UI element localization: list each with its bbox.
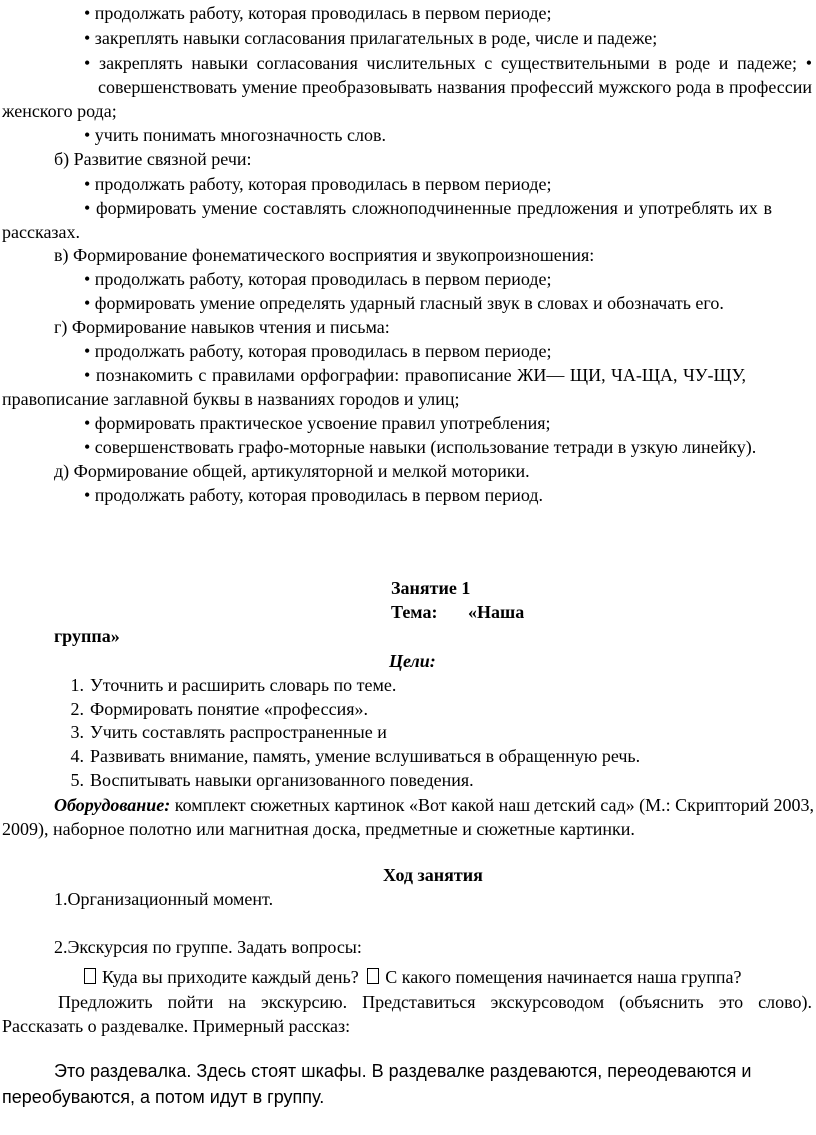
intro-bullet-4: совершенствовать умение преобразовывать названия профессий мужского рода в профессии [98,77,812,97]
procedure-step-2: 2.Экскурсия по группе. Задать вопросы: [54,937,362,957]
lesson-theme-label: Тема: [391,602,438,622]
section-b-bullet-2-cont: рассказах. [2,222,81,242]
checkbox-icon [84,968,96,984]
goal-number: 2. [70,699,84,719]
goal-item [62,698,368,720]
section-v-bullet-1: • продолжать работу, которая проводилась в первом периоде; [84,269,552,289]
intro-bullet-4-cont: женского рода; [2,101,117,121]
goal-text: Учить составлять распространенные и [90,722,387,742]
goal-text: Формировать понятие «профессия». [90,699,368,719]
goal-text: Развивать внимание, память, умение вслушиваться в обращенную речь. [90,746,641,766]
section-d-heading: д) Формирование общей, артикуляторной и мелкой моторики. [54,461,530,481]
story-text-cont: переобуваются, а потом идут в группу. [2,1087,325,1107]
goals-heading: Цели: [389,651,436,671]
goal-item [62,721,387,743]
goal-number: 3. [70,722,84,742]
intro-bullet-1: • продолжать работу, которая проводилась в первом периоде; [84,3,552,23]
equipment-label: Оборудование: [54,795,171,815]
goal-item [62,745,640,767]
equipment-line [54,794,814,816]
procedure-step-1: 1.Организационный момент. [54,889,274,909]
checkbox-icon [367,968,379,984]
section-g-heading: г) Формирование навыков чтения и письма: [54,317,390,337]
lesson-title: Занятие 1 [391,578,471,598]
question-1: Куда вы приходите каждый день? [102,967,359,987]
goal-item [62,769,474,791]
section-b-heading: б) Развитие связной речи: [54,149,252,169]
goal-text: Уточнить и расширить словарь по теме. [90,675,397,695]
section-b-bullet-2: • формировать умение составлять сложноподчиненные предложения и употреблять их в [84,198,772,218]
story-text: Это раздевалка. Здесь стоят шкафы. В раздевалке раздеваются, переодеваются и [54,1061,752,1081]
intro-bullet-3: • закреплять навыки согласования числительных с существительными в роде и падеже; • [84,53,812,73]
section-g-bullet-2-cont: правописание заглавной буквы в названиях городов и улиц; [2,389,460,409]
procedure-heading: Ход занятия [383,865,483,885]
section-b-bullet-1: • продолжать работу, которая проводилась в первом периоде; [84,174,552,194]
goal-number: 4. [70,746,84,766]
goal-number: 1. [70,675,84,695]
section-g-bullet-2: • познакомить с правилами орфографии: правописание ЖИ— ЩИ, ЧА-ЩА, ЧУ-ЩУ, [84,365,746,385]
questions-line [84,966,741,988]
goal-item [62,674,396,696]
equipment-text-cont: 2009), наборное полотно или магнитная доска, предметные и сюжетные картинки. [2,819,635,839]
question-2: С какого помещения начинается наша группа? [385,967,742,987]
section-v-bullet-2: • формировать умение определять ударный гласный звук в словах и обозначать его. [84,293,724,313]
section-v-heading: в) Формирование фонематического восприятия и звукопроизношения: [54,245,595,265]
goal-number: 5. [70,770,84,790]
section-d-bullet-1: • продолжать работу, которая проводилась в первом период. [84,485,543,505]
section-g-bullet-3: • формировать практическое усвоение правил употребления; [84,413,551,433]
procedure-paragraph: Предложить пойти на экскурсию. Представиться экскурсоводом (объяснить это слово). [58,992,812,1012]
intro-bullet-5: • учить понимать многозначность слов. [84,125,386,145]
goal-text: Воспитывать навыки организованного поведения. [90,770,474,790]
equipment-text: комплект сюжетных картинок «Вот какой наш детский сад» (М.: Скрипторий 2003, [170,795,815,815]
intro-bullet-2: • закреплять навыки согласования прилагательных в роде, числе и падеже; [84,28,658,48]
procedure-paragraph-cont: Рассказать о раздевалке. Примерный рассказ: [2,1016,351,1036]
section-g-bullet-4: • совершенствовать графо-моторные навыки (использование тетради в узкую линейку). [84,437,757,457]
lesson-theme-part1: «Наша [468,602,525,622]
lesson-theme-part2: группа» [54,626,120,646]
section-g-bullet-1: • продолжать работу, которая проводилась в первом периоде; [84,341,552,361]
